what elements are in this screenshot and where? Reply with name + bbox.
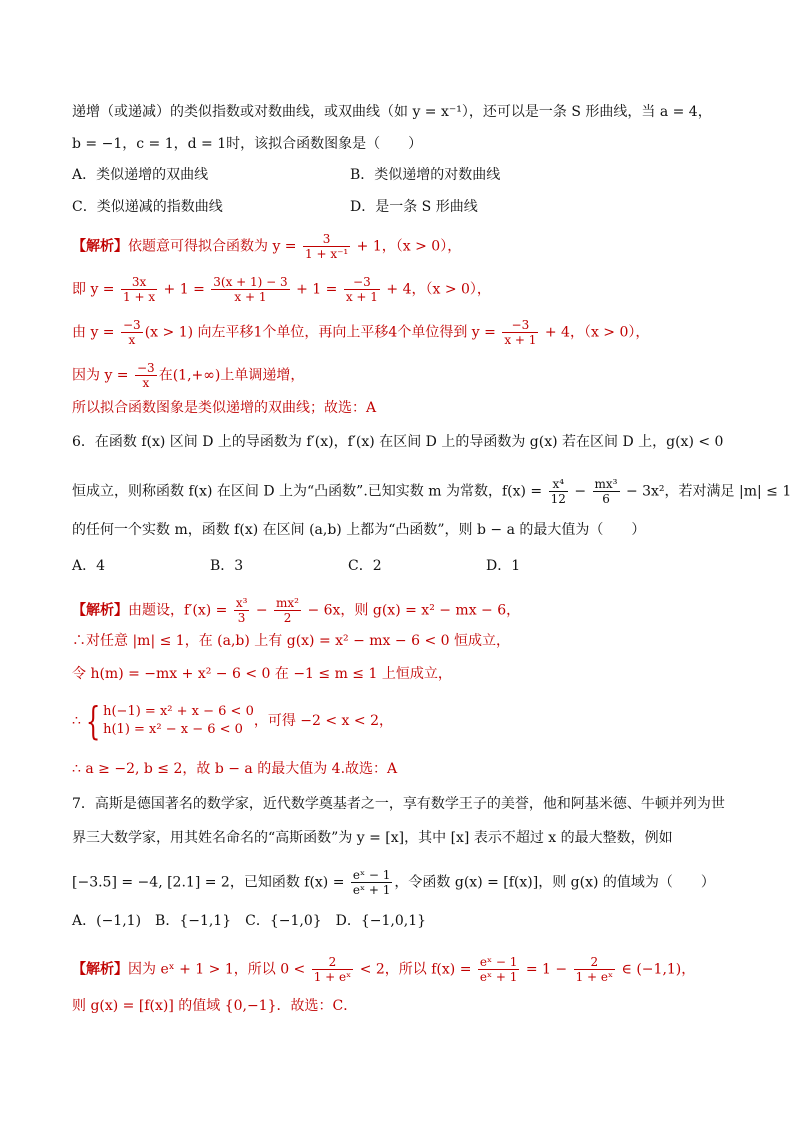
sol5-line1 bbox=[72, 232, 461, 261]
sol6-tag: 【解析】 bbox=[72, 602, 128, 619]
q6-option-d: D．1 bbox=[486, 558, 521, 574]
q5-option-d: D．是一条 S 形曲线 bbox=[350, 199, 478, 215]
q5-option-b: B．类似递增的对数曲线 bbox=[350, 167, 501, 183]
q6-line1: 6．在函数 f(x) 区间 D 上的导函数为 f′(x)，f′(x) 在区间 D 上的导函数为 g(x) 若在区间 D 上，g(x) < 0 bbox=[72, 434, 724, 450]
q7-line2: 界三大数学家，用其姓名命名的“高斯函数”为 y = [x]，其中 [x] 表示不超过 x 的最大整数，例如 bbox=[72, 830, 673, 846]
sol7-line2: 则 g(x) = [f(x)] 的值域 {0,−1}．故选：C． bbox=[72, 998, 358, 1014]
sol5-l1-text: 依题意可得拟合函数为 y = bbox=[128, 238, 301, 255]
q6-line3: 的任何一个实数 m，函数 f(x) 在区间 (a,b) 上都为“凸函数”，则 b − a 的最大值为（ ） bbox=[72, 522, 646, 538]
sol5-l1-fraction: $\frac{3}{\text{1 + x⁻¹}}$ bbox=[305, 232, 349, 261]
q7-line3: [−3.5] = −4, [2.1] = 2，已知函数 f(x) = $\frac{\text{eˣ − 1}}{\text{eˣ + 1}}$ ，令函数 g(x) = [f(x)]，则 g(x) 的值域为（ ） bbox=[72, 868, 715, 897]
q6-option-b: B．3 bbox=[210, 558, 244, 574]
sol5-l1-tail: + 1，（x > 0）， bbox=[352, 238, 462, 255]
sol6-line1: 【解析】由题设，f′(x) = $\frac{\text{x³}}{3}$ − $\frac{\text{mx²}}{2}$ − 6x，则 g(x) = x² − mx − 6， bbox=[72, 596, 521, 625]
q5-option-a: A．类似递增的双曲线 bbox=[72, 167, 209, 183]
sol5-line5: 所以拟合函数图象是类似递增的双曲线；故选：A bbox=[72, 400, 377, 416]
sol6-line2: ∴对任意 |m| ≤ 1，在 (a,b) 上有 g(x) = x² − mx − 6 < 0 恒成立， bbox=[72, 633, 510, 649]
sol6-line3: 令 h(m) = −mx + x² − 6 < 0 在 −1 ≤ m ≤ 1 上恒成立， bbox=[72, 666, 452, 682]
sol7-tag: 【解析】 bbox=[72, 961, 128, 978]
q7-line1: 7．高斯是德国著名的数学家，近代数学奠基者之一，享有数学王子的美誉，他和阿基米德、牛顿并列为世 bbox=[72, 796, 725, 812]
q5-text-line2: b = −1，c = 1，d = 1时，该拟合函数图象是（ ） bbox=[72, 136, 423, 152]
sol5-tag: 【解析】 bbox=[72, 238, 128, 255]
q5-text-line1: 递增（或递减）的类似指数或对数曲线，或双曲线（如 y = x⁻¹），还可以是一条 S 形曲线，当 a = 4， bbox=[72, 104, 712, 120]
sol7-line1: 【解析】因为 eˣ + 1 > 1，所以 0 < $\frac{2}{\text{1 + eˣ}}$ < 2，所以 f(x) = $\frac{\text{eˣ − 1}}{\text{eˣ + 1}}$ = 1 − $\frac{2}{\text{1 + eˣ}}$ ∈ (−1,1)， bbox=[72, 955, 696, 984]
sol6-line5: ∴ a ≥ −2, b ≤ 2，故 b − a 的最大值为 4.故选：A bbox=[72, 761, 398, 777]
q6-option-c: C．2 bbox=[348, 558, 382, 574]
q5-option-c: C．类似递减的指数曲线 bbox=[72, 199, 223, 215]
q6-option-a: A．4 bbox=[72, 558, 106, 574]
sol5-line4: 因为 y = $\frac{-3}{x}$ 在(1,+∞)上单调递增， bbox=[72, 361, 305, 390]
sol5-line3: 由 y = $\frac{-3}{x}$ (x > 1) 向左平移1个单位，再向上平移4个单位得到 y = $\frac{-3}{x + 1}$ + 4，（x > 0）， bbox=[72, 318, 650, 347]
sol6-line4: ∴ { h(−1) = x² + x − 6 < 0 h(1) = x² − x − 6 < 0 ，可得 −2 < x < 2， bbox=[72, 699, 393, 743]
sol5-line2: 即 y = $\frac{3x}{1 + x}$ + 1 = $\frac{3(x + 1) - 3}{x + 1}$ + 1 = $\frac{-3}{x + 1}$ + 4，（x > 0）， bbox=[72, 275, 491, 304]
q6-line2: 恒成立，则称函数 f(x) 在区间 D 上为“凸函数”.已知实数 m 为常数，f(x) = $\frac{\text{x⁴}}{12}$ − $\frac{\text{mx³}}{6}$ − 3x²，若对满足 |m| ≤ 1 bbox=[72, 477, 792, 506]
q7-options: A．(−1,1) B．{−1,1} C．{−1,0} D．{−1,0,1} bbox=[72, 913, 427, 929]
